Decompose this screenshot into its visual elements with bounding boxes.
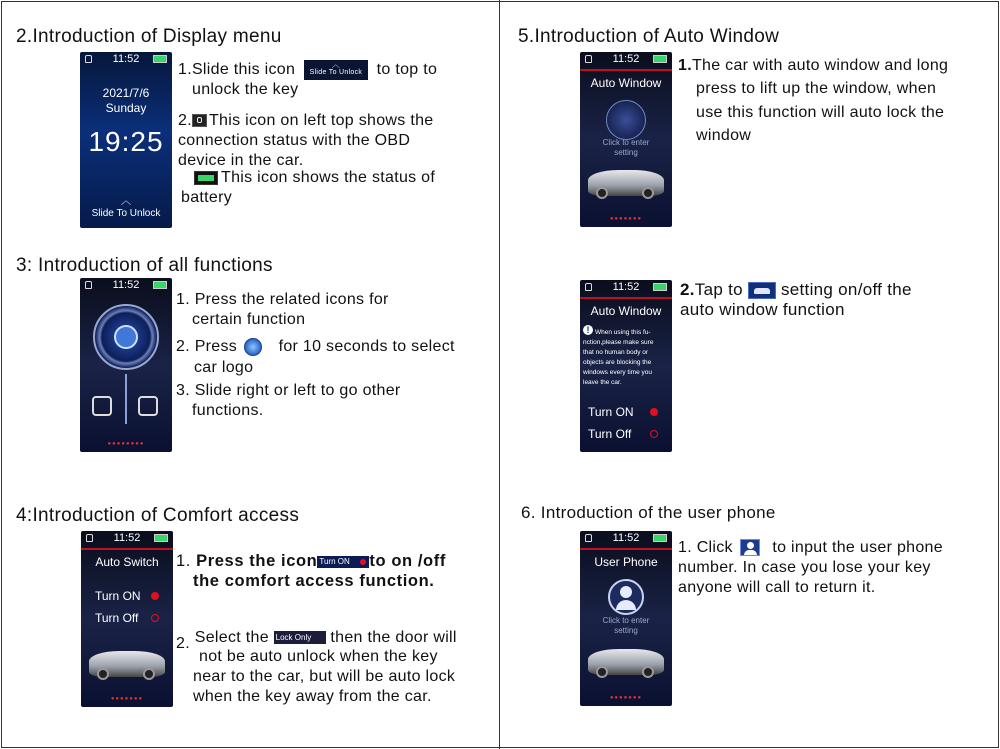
s3-line1-b: certain function (192, 311, 306, 328)
phone-clock: 19:25 (88, 126, 164, 157)
warning-icon: ! (583, 325, 593, 335)
turn-on-option[interactable]: Turn ON (588, 405, 634, 419)
s4-line2-d: when the key away from the car. (193, 688, 432, 705)
s3-line2-b: car logo (194, 359, 254, 376)
slide-unlock-icon: ︿ Slide To Unlock (304, 60, 368, 80)
s2-line1: 1.Slide this icon ︿ Slide To Unlock to top to (178, 60, 438, 79)
s5-phone-screen: 11:52 Auto Window Click to enter setting ●●●●●●● (580, 52, 672, 227)
car-logo-icon (244, 338, 262, 356)
s2-line2-b: connection status with the OBD (178, 132, 411, 149)
screen-title: Auto Window (590, 76, 662, 90)
page-indicator: ●●●●●●● (609, 216, 643, 222)
user-icon (740, 539, 760, 556)
s3-line3: 3. Slide right or left to go other (176, 382, 401, 399)
s6-heading: 6. Introduction of the user phone (521, 503, 776, 522)
lock-only-badge: Lock Only (274, 631, 326, 644)
hint-line1: Click to enter (602, 138, 650, 147)
s4-line2-c: near to the car, but will be auto lock (193, 668, 456, 685)
s3-phone-screen: 11:52 ●●●●●●●● (80, 278, 172, 452)
s2-line3: This icon shows the status of (194, 168, 435, 188)
phone-date: 2021/7/6 (102, 86, 150, 100)
s5-phone2-screen: 11:52 Auto Window ! When using this fu- nction,please make sure that no human body or objects are blocking the windows every time you leave the car. Turn ON Turn Off (580, 280, 672, 452)
hint-line2: setting (614, 626, 638, 635)
turn-on-option[interactable]: Turn ON (95, 589, 141, 603)
s6-phone-screen: 11:52 User Phone Click to enter setting ●●●●●●● (580, 531, 672, 706)
battery-icon (153, 55, 167, 63)
s6-line1: 1. Click to input the user phone (678, 539, 943, 556)
turn-off-option[interactable]: Turn Off (95, 611, 139, 625)
s2-line1-cont: unlock the key (192, 81, 299, 98)
turn-off-option[interactable]: Turn Off (588, 427, 632, 441)
s2-line2-c: device in the car. (178, 152, 304, 169)
s4-line2-b: not be auto unlock when the key (199, 648, 438, 665)
lock-icon (192, 114, 207, 127)
column-divider (499, 0, 500, 749)
window-icon[interactable] (606, 100, 646, 140)
s5-line2-b: auto window function (680, 300, 845, 319)
radio-selected-icon[interactable] (650, 408, 658, 416)
s5-line1-c: use this function will auto lock the (696, 104, 945, 121)
page-indicator: ●●●●●●●● (107, 441, 145, 447)
s5-line1-b: press to lift up the window, when (696, 80, 937, 97)
battery-icon (194, 171, 218, 185)
s2-line3-b: battery (181, 189, 233, 206)
s6-line1-b: number. In case you lose your key (678, 559, 931, 576)
screen-title: Auto Window (590, 304, 662, 318)
car-logo-icon[interactable] (114, 325, 138, 349)
s4-phone-screen: 11:52 Auto Switch Turn ON Turn Off ●●●●●●● (81, 531, 173, 707)
unlock-icon[interactable] (138, 396, 158, 416)
radio-selected-icon[interactable] (151, 592, 159, 600)
s3-line1: 1. Press the related icons for (176, 291, 389, 308)
s5-line1: 1.The car with auto window and long (678, 57, 949, 74)
s4-heading: 4:Introduction of Comfort access (16, 505, 300, 526)
turn-on-badge: Turn ON (317, 556, 369, 568)
radio-empty-icon[interactable] (650, 430, 658, 438)
slide-to-unlock-label[interactable]: Slide To Unlock (91, 208, 161, 219)
page-indicator: ●●●●●●● (609, 695, 643, 701)
s2-line2: 2. This icon on left top shows the (178, 112, 434, 129)
s5-heading: 5.Introduction of Auto Window (518, 26, 780, 47)
chevron-up-icon: ︿ (121, 196, 131, 207)
s5-line1-d: window (696, 127, 752, 144)
hint-line2: setting (614, 148, 638, 157)
s4-line2: 2. Select the Lock Only then the door will (176, 629, 457, 652)
phone-day: Sunday (105, 101, 147, 115)
s5-line2: 2.Tap to setting on/off the (680, 280, 912, 299)
screen-title: User Phone (594, 555, 658, 569)
s4-line1: 1. Press the icon Turn ON to on /off (176, 552, 446, 570)
hint-line1: Click to enter (602, 616, 650, 625)
status-time: 11:52 (112, 53, 140, 65)
s2-phone-screen (80, 52, 172, 228)
screen-title: Auto Switch (95, 555, 159, 569)
s3-line3-b: functions. (192, 402, 264, 419)
s2-heading: 2.Introduction of Display menu (16, 26, 282, 47)
radio-empty-icon[interactable] (151, 614, 159, 622)
s4-line1-b: the comfort access function. (193, 572, 435, 590)
lock-icon[interactable] (92, 396, 112, 416)
s3-line2: 2. Press for 10 seconds to select (176, 338, 455, 355)
s6-line1-c: anyone will call to return it. (678, 579, 876, 596)
window-setting-icon (748, 282, 776, 299)
page-indicator: ●●●●●●● (110, 696, 144, 702)
s3-heading: 3: Introduction of all functions (16, 255, 273, 276)
